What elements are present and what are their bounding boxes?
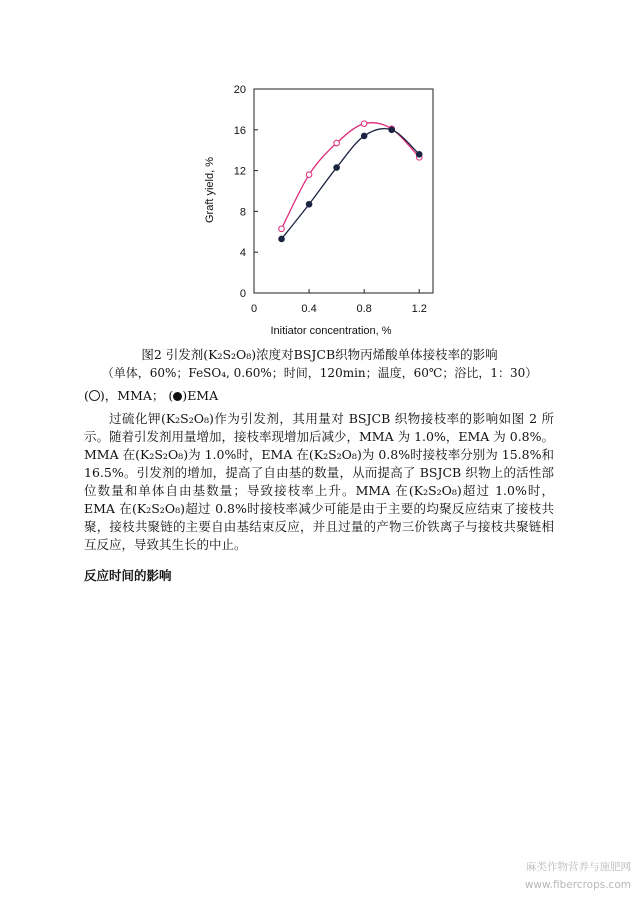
data-point-filled (361, 133, 367, 139)
site-watermark (525, 858, 631, 894)
legend-filled-paren: ( (168, 388, 174, 403)
x-tick-label: 0.4 (301, 303, 317, 315)
y-tick-label: 0 (239, 288, 246, 300)
data-point-filled (389, 127, 395, 133)
y-tick-label: 12 (233, 165, 246, 178)
data-point-filled (306, 201, 312, 207)
y-tick-label: 4 (239, 247, 246, 260)
plot-frame (254, 89, 433, 293)
legend-open-paren: ( (84, 388, 89, 403)
x-axis-label: Initiator concentration, % (270, 325, 392, 337)
data-point-open (306, 172, 312, 178)
y-axis-label: Graft yield, % (204, 156, 216, 224)
y-tick-label: 16 (233, 124, 246, 137)
y-tick-label: 20 (233, 84, 246, 96)
figure-conditions: （单体，60%；FeSO₄, 0.60%；时间，120min；温度，60℃；浴比，1：30） (101, 366, 538, 380)
section-heading: 反应时间的影响 (84, 568, 172, 583)
legend-open-close: )， (99, 388, 118, 403)
x-tick-label: 0 (250, 303, 258, 315)
open-circle-icon (89, 390, 100, 401)
series-line-2 (282, 129, 420, 239)
x-tick-label: 0.8 (356, 303, 372, 315)
data-point-filled (279, 236, 285, 242)
legend-filled-close: ) (182, 388, 188, 403)
data-point-open (361, 121, 367, 127)
figure-legend (84, 386, 218, 404)
y-tick-label: 8 (239, 206, 246, 219)
graft-yield-chart (195, 78, 435, 340)
data-point-filled (416, 151, 422, 157)
figure-caption: 图2 引发剂(K₂S₂O₈)浓度对BSJCB织物丙烯酸单体接枝率的影响 (141, 347, 498, 362)
plot-area (234, 84, 433, 315)
data-point-open (279, 226, 285, 232)
x-tick-label: 1.2 (411, 303, 427, 315)
data-point-open (334, 140, 340, 146)
data-point-filled (334, 165, 340, 171)
watermark-url: www.fibercrops.com (524, 879, 631, 891)
legend-mma-label: MMA； (117, 388, 165, 403)
filled-circle-icon (173, 392, 182, 401)
legend-ema-label: EMA (187, 388, 219, 403)
watermark-title: 麻类作物营养与施肥网 (526, 861, 631, 873)
body-paragraph: 过硫化钾(K₂S₂O₈)作为引发剂，其用量对 BSJCB 织物接枝率的影响如图 2 所示。随着引发剂用量增加，接枝率现增加后减少，MMA 为 1.0%，EMA 为 0.8%。MMA 在(K₂S₂O₈)为 1.0%时，EMA 在(K₂S₂O₈)为 0.8%时接枝率分别为 15.8%和 16.5%。引发剂的增加，提高了自由基的数量，从而提高了 BSJCB 织物上的活性部位数量和单体自由基数量；导致接枝率上升。MMA 在(K₂S₂O₈)超过 1.0%时，EMA 在(K₂S₂O₈)超过 0.8%时接枝率减少可能是由于主要的均聚反应结束了接枝共聚，接枝共聚链的主要自由基结束反应，并且过量的产物三价铁离子与接枝共聚链相互反应，导致其生长的中止。 (84, 411, 554, 552)
